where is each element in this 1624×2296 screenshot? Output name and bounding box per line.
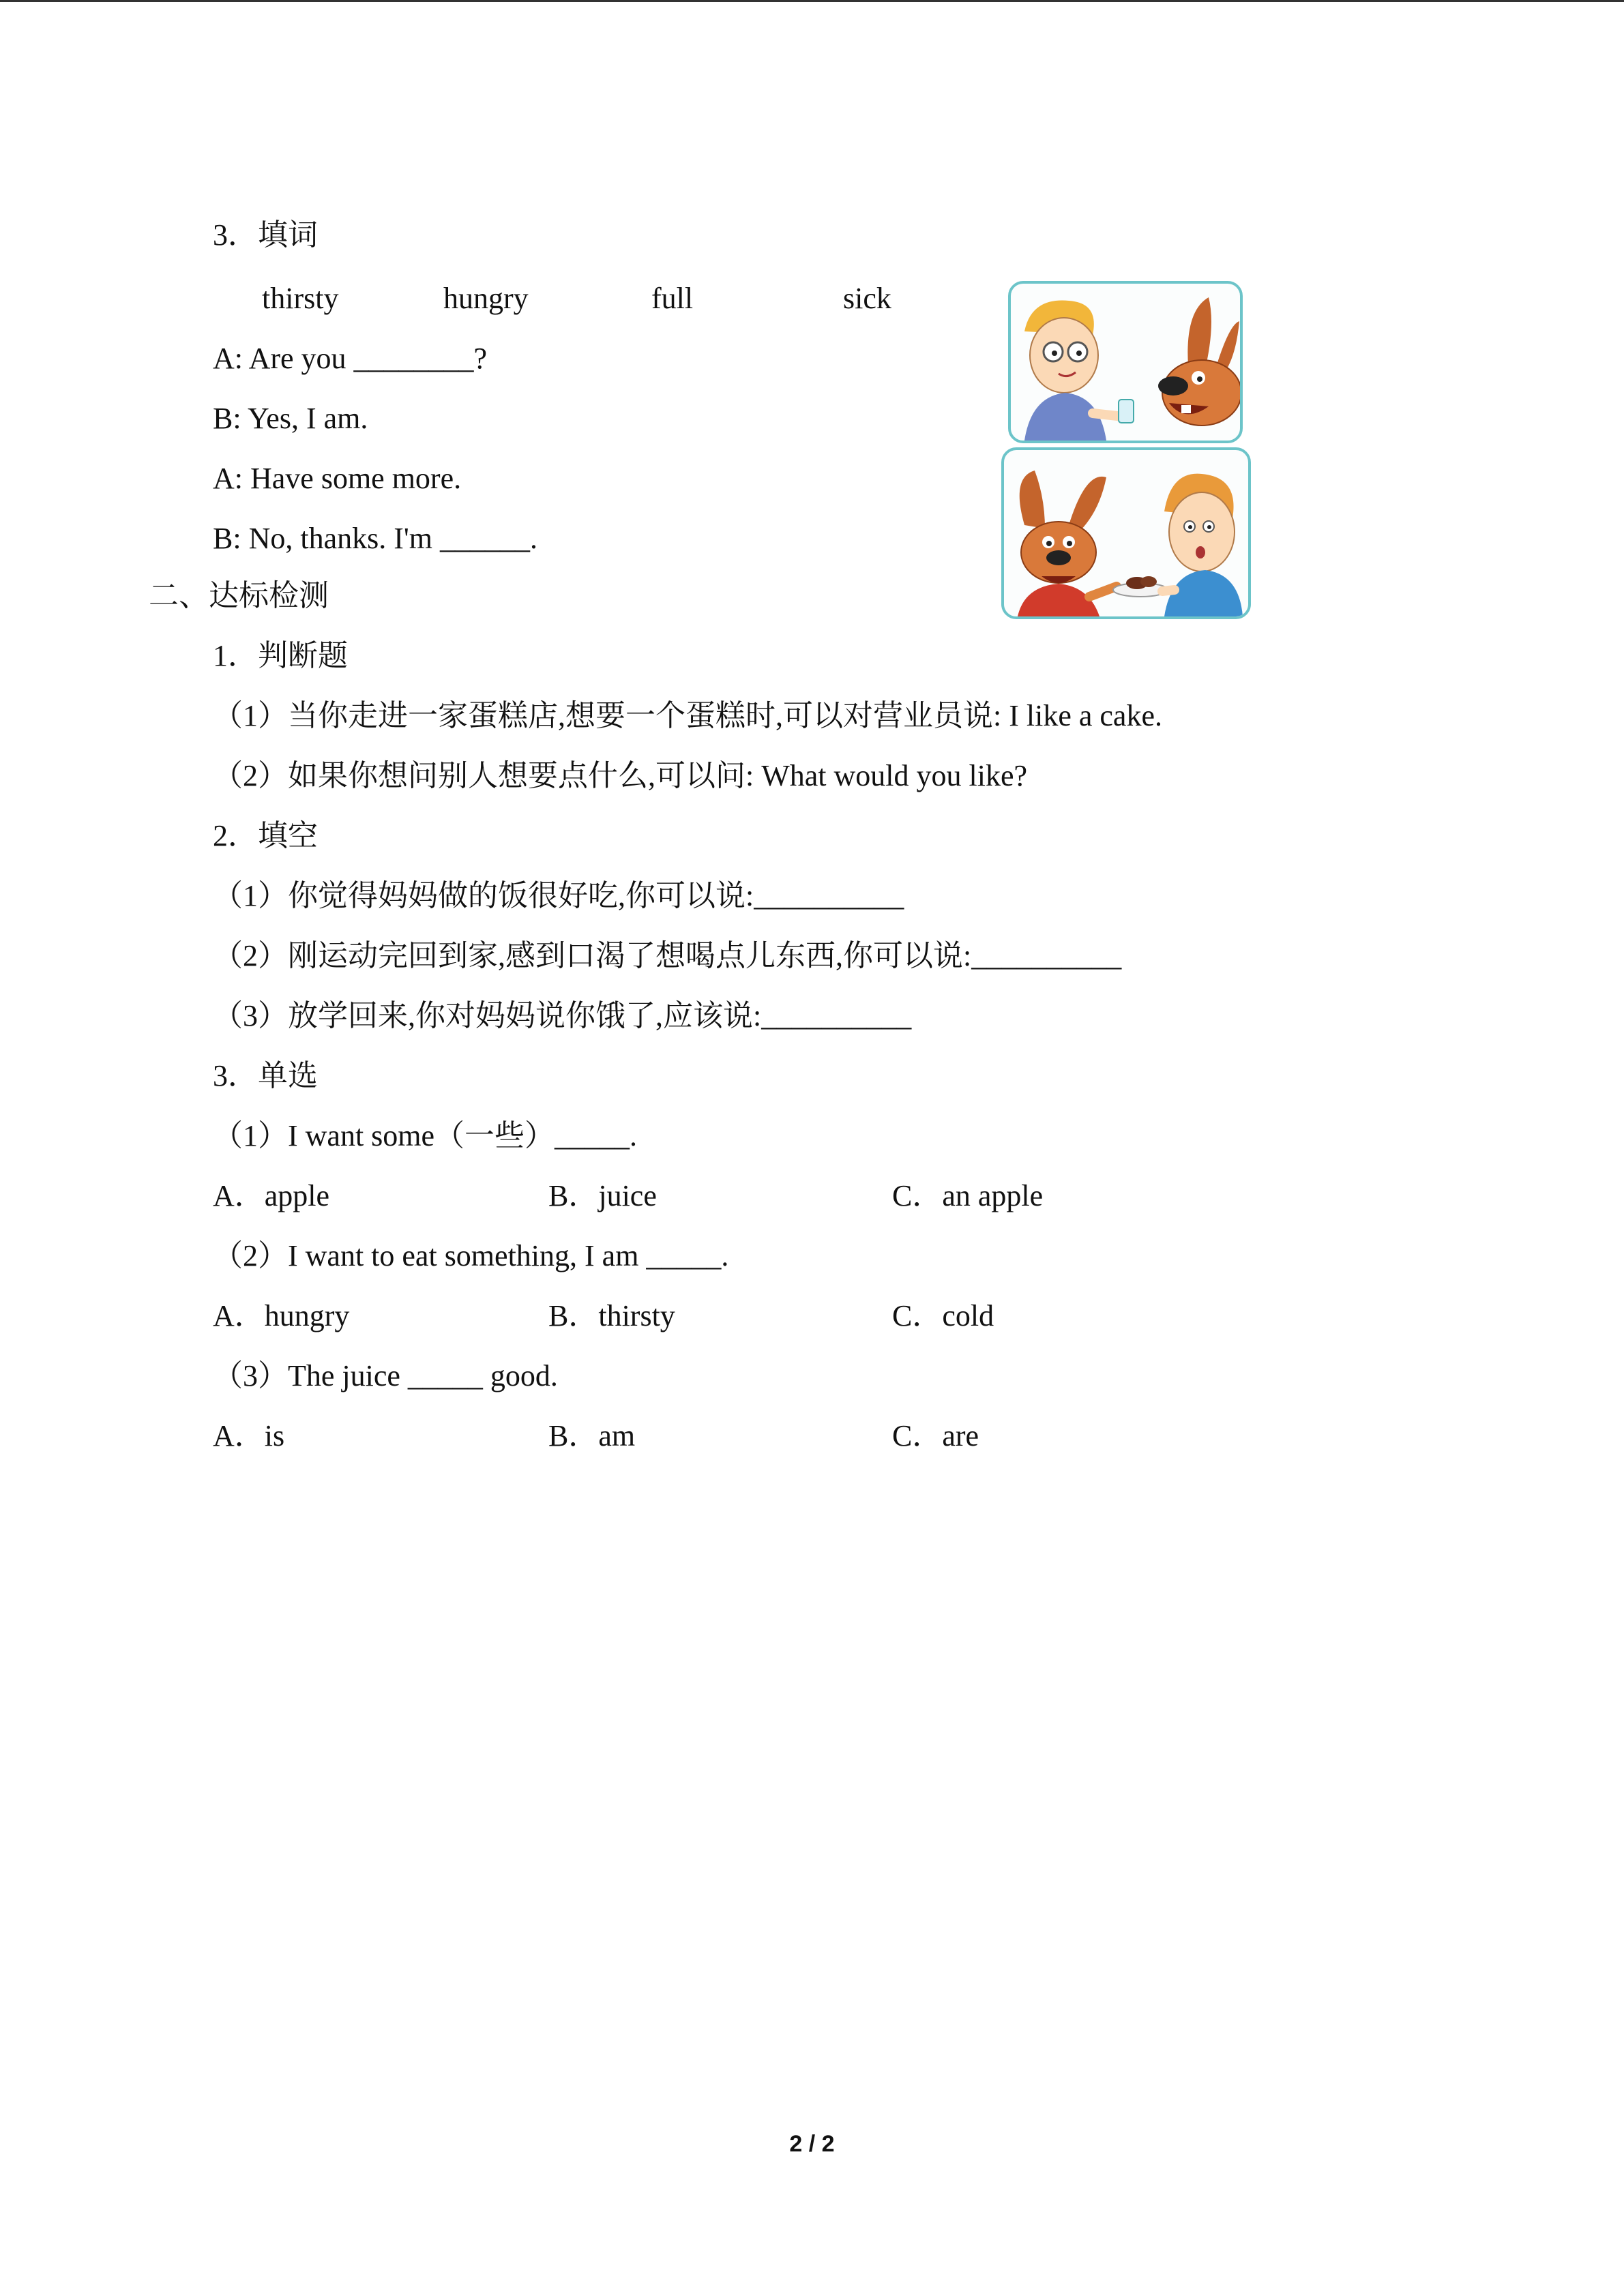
fill-blank-item: （2）刚运动完回到家,感到口渴了想喝点儿东西,你可以说:__________ bbox=[213, 939, 1122, 972]
cake-scene-illustration bbox=[1004, 450, 1248, 616]
top-border bbox=[0, 0, 1624, 2]
judge-item: （1）当你走进一家蛋糕店,想要一个蛋糕时,可以对营业员说: I like a cake. bbox=[213, 699, 1162, 732]
choice-question: （3）The juice _____ good. bbox=[213, 1359, 558, 1392]
word-bank-item: thirsty bbox=[262, 282, 339, 315]
choice-option: B．juice bbox=[548, 1179, 657, 1212]
word-bank-item: full bbox=[651, 282, 694, 315]
fill-blank-heading: 2．填空 bbox=[213, 819, 318, 852]
judge-heading: 1．判断题 bbox=[213, 639, 348, 672]
fill-blank-item: （3）放学回来,你对妈妈说你饿了,应该说:__________ bbox=[213, 999, 912, 1032]
judge-item: （2）如果你想问别人想要点什么,可以问: What would you like? bbox=[213, 759, 1028, 792]
choice-option: A．apple bbox=[213, 1179, 330, 1212]
drink-scene-illustration bbox=[1011, 284, 1240, 441]
choice-heading: 3．单选 bbox=[213, 1059, 318, 1092]
choice-option: B．am bbox=[548, 1419, 636, 1452]
choice-question: （1）I want some（一些）_____. bbox=[213, 1119, 638, 1152]
word-bank-item: hungry bbox=[443, 282, 529, 315]
choice-option: C．are bbox=[892, 1419, 979, 1452]
dialogue-line: A: Have some more. bbox=[213, 462, 462, 495]
choice-option: A．hungry bbox=[213, 1299, 350, 1332]
dialogue-line: B: Yes, I am. bbox=[213, 402, 368, 435]
choice-option: C．cold bbox=[892, 1299, 994, 1332]
choice-options bbox=[0, 1417, 1160, 1570]
choice-option: A．is bbox=[213, 1419, 285, 1452]
fill-words-heading: 3．填词 bbox=[213, 218, 318, 252]
dialogue-line: B: No, thanks. I'm ______. bbox=[213, 522, 538, 555]
picture-cake-scene bbox=[1001, 447, 1251, 619]
word-bank-item: sick bbox=[843, 282, 891, 315]
section-heading: 二、达标检测 bbox=[149, 579, 329, 612]
dialogue-line: A: Are you ________? bbox=[213, 342, 488, 375]
choice-option: C．an apple bbox=[892, 1179, 1044, 1212]
page-number: 2 / 2 bbox=[789, 2131, 835, 2157]
fill-blank-item: （1）你觉得妈妈做的饭很好吃,你可以说:__________ bbox=[213, 879, 904, 912]
choice-option: B．thirsty bbox=[548, 1299, 675, 1332]
choice-question: （2）I want to eat something, I am _____. bbox=[213, 1239, 729, 1272]
picture-drink-scene bbox=[1008, 281, 1243, 443]
